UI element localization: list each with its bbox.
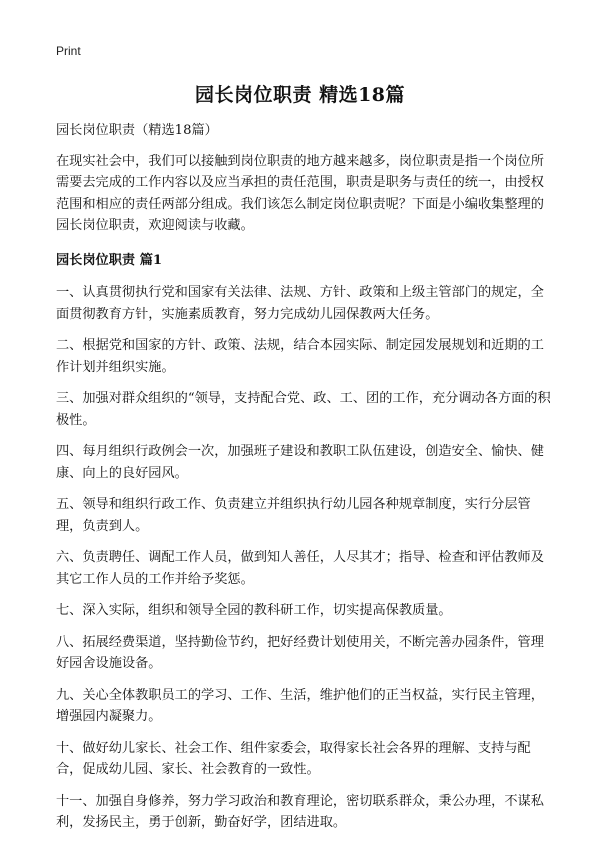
- print-link[interactable]: Print: [56, 44, 81, 58]
- duty-item-10: 十、做好幼儿家长、社会工作、组件家委会，取得家长社会各界的理解、支持与配合，促成幼儿园、家长、社会教育的一致性。: [56, 740, 531, 777]
- duty-item-7: 七、深入实际，组织和领导全园的教科研工作，切实提高保教质量。: [56, 603, 452, 618]
- duty-item-5: 五、领导和组织行政工作、负责建立并组织执行幼儿园各种规章制度，实行分层管理，负责到人。: [56, 497, 531, 534]
- duty-item-2: 二、根据党和国家的方针、政策、法规，结合本园实际、制定园发展规划和近期的工作计划并组织实施。: [56, 338, 544, 375]
- intro-paragraph: 在现实社会中，我们可以接触到岗位职责的地方越来越多，岗位职责是指一个岗位所需要去完成的工作内容以及应当承担的责任范围，职责是职务与责任的统一，由授权范围和相应的责任两部分组成。我们该怎么制定岗位职责呢？下面是小编收集整理的园长岗位职责，欢迎阅读与收藏。: [56, 153, 544, 233]
- document-body: [56, 120, 556, 844]
- duty-item-6: 六、负责聘任、调配工作人员，做到知人善任，人尽其才；指导、检查和评估教师及其它工作人员的工作并给予奖惩。: [56, 550, 544, 587]
- document-subtitle: 园长岗位职责（精选18篇）: [56, 123, 218, 138]
- duty-item-9: 九、关心全体教职员工的学习、工作、生活，维护他们的正当权益，实行民主管理，增强园内凝聚力。: [56, 687, 544, 724]
- duty-item-11: 十一、加强自身修养，努力学习政治和教育理论，密切联系群众，秉公办理，不谋私利，发扬民主，勇于创新，勤奋好学，团结进取。: [56, 793, 544, 830]
- document-title: 园长岗位职责 精选18篇: [194, 84, 406, 106]
- section-heading: 园长岗位职责 篇1: [56, 252, 163, 268]
- duty-item-3: 三、加强对群众组织的“领导，支持配合党、政、工、团的工作，充分调动各方面的积极性。: [56, 391, 551, 428]
- duty-item-4: 四、每月组织行政例会一次，加强班子建设和教职工队伍建设，创造安全、愉快、健康、向上的良好园风。: [56, 444, 544, 481]
- duty-item-1: 一、认真贯彻执行党和国家有关法律、法规、方针、政策和上级主管部门的规定，全面贯彻教育方针，实施素质教育，努力完成幼儿园保教两大任务。: [56, 285, 544, 322]
- duty-item-8: 八、拓展经费渠道，坚持勤俭节约，把好经费计划使用关，不断完善办园条件，管理好园舍设施设备。: [56, 634, 544, 671]
